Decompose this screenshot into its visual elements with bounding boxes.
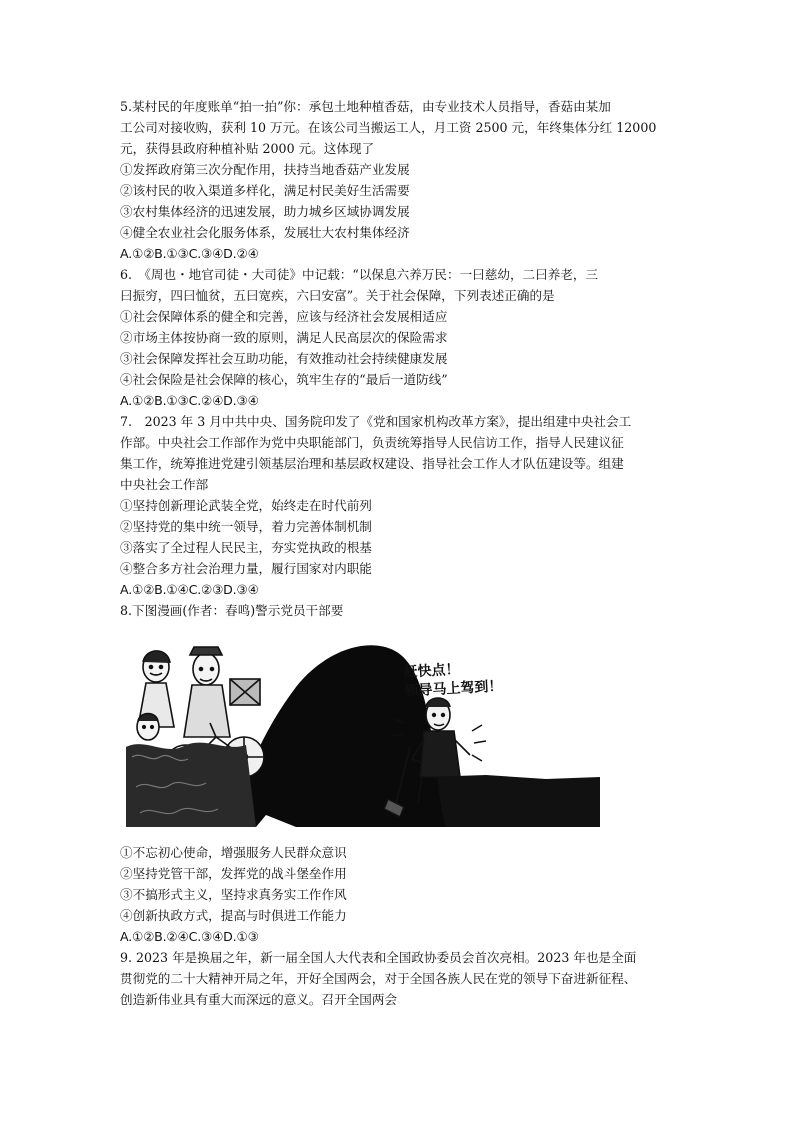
question-7-stem-line: 7. 2023 年 3 月中共中央、国务院印发了《党和国家机构改革方案》，提出组建中央社会工 [120, 414, 632, 429]
question-5 [120, 96, 680, 264]
question-5-stem-line: 5.某村民的年度账单“拍一拍”你：承包土地种植香菇，由专业技术人员指导，香菇由某加 [120, 99, 611, 114]
question-7-option-3: ③落实了全过程人民民主，夯实党执政的根基 [120, 540, 372, 555]
question-7-answers: A.①②B.①④C.②③D.③④ [120, 582, 259, 597]
question-8-stem: 8.下图漫画(作者：春鸣)警示党员干部要 [120, 603, 344, 618]
question-7-stem-line: 集工作，统筹推进党建引领基层治理和基层政权建设、指导社会工作人才队伍建设等。组建 [120, 456, 624, 471]
question-5-option-3: ③农村集体经济的迅速发展，助力城乡区域协调发展 [120, 204, 410, 219]
question-7-stem-line: 作部。中央社会工作部作为党中央职能部门，负责统筹指导人民信访工作，指导人民建议征 [120, 435, 624, 450]
question-8-option-3: ③不搞形式主义，坚持求真务实工作作风 [120, 887, 347, 902]
question-7 [120, 411, 680, 600]
question-6-stem-line: 6. 《周也・地官司徒・大司徒》中记载：“以保息六养万民：一曰慈幼，二曰养老，三 [120, 267, 599, 282]
question-6-stem-line: 曰振穷，四曰恤贫，五曰宽疾，六曰安富”。关于社会保障，下列表述正确的是 [120, 288, 555, 303]
question-5-stem-line: 元，获得县政府种植补贴 2000 元。这体现了 [120, 141, 375, 156]
question-5-stem-line: 工公司对接收购，获利 10 万元。在该公司当搬运工人，月工资 2500 元，年终集体分红 12000 [120, 120, 657, 135]
question-6-option-1: ①社会保障体系的健全和完善，应该与经济社会发展相适应 [120, 309, 448, 324]
question-5-option-1: ①发挥政府第三次分配作用，扶持当地香菇产业发展 [120, 162, 410, 177]
exam-page [120, 96, 680, 1010]
question-6-option-4: ④社会保险是社会保障的核心，筑牢生存的“最后一道防线” [120, 372, 448, 387]
question-6-option-2: ②市场主体按协商一致的原则，满足人民高层次的保险需求 [120, 330, 448, 345]
question-6-answers: A.①②B.①③C.②④D.③④ [120, 393, 259, 408]
question-5-option-2: ②该村民的收入渠道多样化，满足村民美好生活需要 [120, 183, 410, 198]
cartoon-speech-line-2: 领导马上驾到！ [404, 678, 503, 700]
question-9 [120, 947, 680, 1010]
question-8-option-2: ②坚持党管干部，发挥党的战斗堡垒作用 [120, 866, 347, 881]
question-7-stem-line: 中央社会工作部 [120, 477, 209, 492]
question-7-option-2: ②坚持党的集中统一领导，着力完善体制机制 [120, 519, 372, 534]
question-8-answers: A.①②B.②④C.③④D.①③ [120, 929, 259, 944]
question-5-answers: A.①②B.①③C.③④D.②④ [120, 246, 259, 261]
question-9-stem-line: 创造新伟业具有重大而深远的意义。召开全国两会 [120, 992, 398, 1007]
cartoon-illustration [126, 627, 600, 834]
question-7-option-4: ④整合多方社会治理力量，履行国家对内职能 [120, 561, 372, 576]
question-8-option-1: ①不忘初心使命，增强服务人民群众意识 [120, 845, 347, 860]
question-8-option-4: ④创新执政方式，提高与时俱进工作能力 [120, 908, 347, 923]
cartoon-speech-line-1: 赶快点！ [403, 661, 460, 681]
question-6-option-3: ③社会保障发挥社会互助功能，有效推动社会持续健康发展 [120, 351, 448, 366]
question-8 [120, 600, 680, 947]
question-9-stem-line: 9. 2023 年是换届之年，新一届全国人大代表和全国政协委员会首次亮相。2023 年也是全面 [120, 950, 637, 965]
question-6 [120, 264, 680, 411]
cartoon-image [126, 627, 600, 834]
question-5-option-4: ④健全农业社会化服务体系，发展壮大农村集体经济 [120, 225, 410, 240]
question-9-stem-line: 贯彻党的二十大精神开局之年，开好全国两会，对于全国各族人民在党的领导下奋进新征程、 [120, 971, 637, 986]
cartoon-speech-text [403, 658, 503, 701]
question-7-option-1: ①坚持创新理论武装全党，始终走在时代前列 [120, 498, 372, 513]
